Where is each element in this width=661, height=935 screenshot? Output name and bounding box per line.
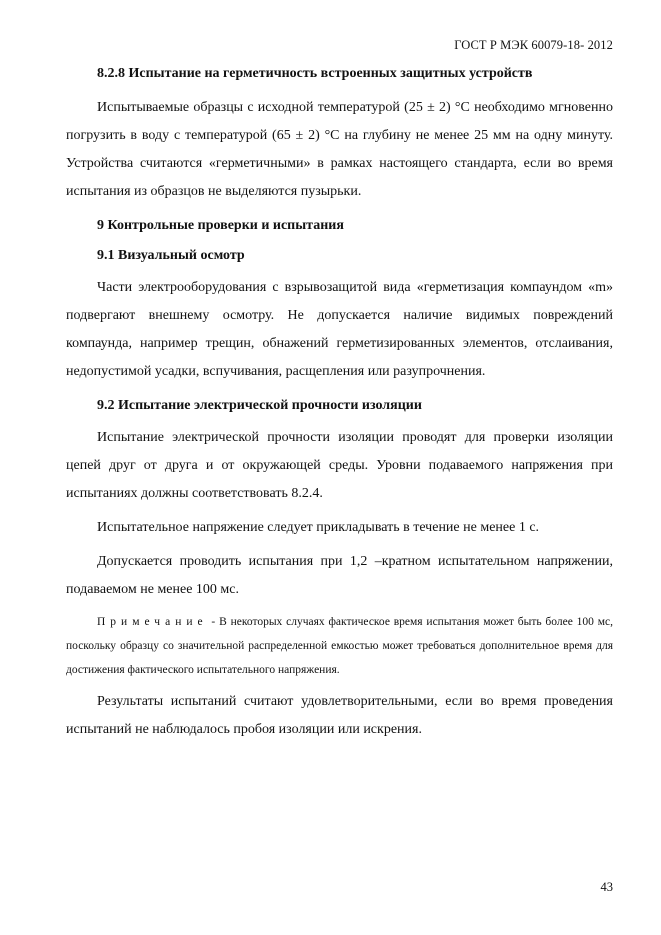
section-9-2-paragraph-3: Допускается проводить испытания при 1,2 –кратном испытательном напряжении, подаваемом не менее 100 мс.: [66, 554, 613, 597]
page-number: 43: [600, 880, 613, 894]
section-8-2-8-title: 8.2.8 Испытание на герметичность встроенных защитных устройств: [97, 66, 533, 81]
note-label: Примечание: [97, 616, 208, 628]
section-9-2-paragraph-2: Испытательное напряжение следует прикладывать в течение не менее 1 с.: [97, 520, 540, 535]
page-header-standard-code: ГОСТ Р МЭК 60079-18- 2012: [454, 38, 613, 52]
section-9-2-title: 9.2 Испытание электрической прочности изоляции: [97, 398, 422, 413]
section-9-2-paragraph-4: Результаты испытаний считают удовлетворительными, если во время проведения испытаний не наблюдалось пробоя изоляции или искрения.: [66, 694, 613, 737]
document-body: [66, 60, 613, 744]
section-9-1-title: 9.1 Визуальный осмотр: [97, 248, 245, 263]
section-8-2-8-paragraph: Испытываемые образцы с исходной температурой (25 ± 2) °C необходимо мгновенно погрузить в воду с температурой (65 ± 2) °C на глубину не менее 25 мм на одну минуту. Устройства считаются «герметичными» в рамках настоящего стандарта, если во время испытания из образцов не выделяются пузырьки.: [66, 100, 613, 199]
note-text: - В некоторых случаях фактическое время испытания может быть более 100 мс, поскольку образцу со значительной распределенной емкостью может требоваться дополнительное время для достижения фактического испытательного напряжения.: [66, 616, 613, 676]
section-9-title: 9 Контрольные проверки и испытания: [97, 218, 344, 233]
note-block: [66, 610, 613, 682]
section-9-1-paragraph: Части электрооборудования с взрывозащитой вида «герметизация компаундом «m» подвергают внешнему осмотру. Не допускается наличие видимых повреждений компаунда, например трещин, обнажений герметизированных элементов, отслаивания, недопустимой усадки, вспучивания, расщепления или разупрочнения.: [66, 280, 613, 379]
section-9-2-paragraph-1: Испытание электрической прочности изоляции проводят для проверки изоляции цепей друг от друга и от окружающей среды. Уровни подаваемого напряжения при испытаниях должны соответствовать 8.2.4.: [66, 430, 613, 501]
